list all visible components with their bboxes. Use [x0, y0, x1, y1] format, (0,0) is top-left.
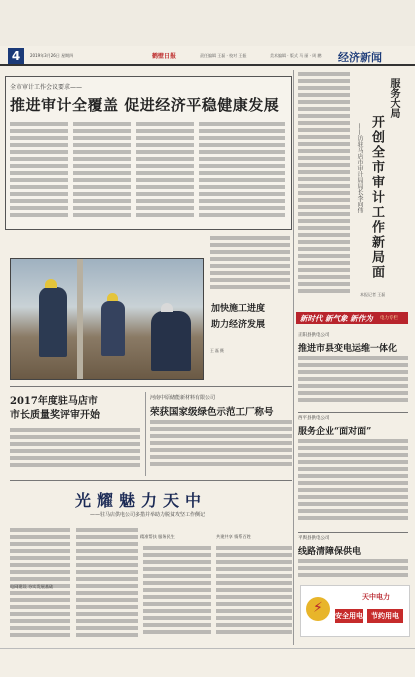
- right-story-3-headline: 线路清障保供电: [298, 547, 362, 557]
- lead-body-col-4: [199, 122, 285, 222]
- county-body: [10, 428, 140, 473]
- photo-credit: 王 磊 摄: [210, 348, 224, 353]
- feature-body-col-3: [143, 546, 211, 640]
- header-editors-2: 美术编辑 · 版式 马 丽 · 周 鹏: [270, 53, 322, 58]
- photo-caption-line-1: 加快施工进度: [211, 304, 266, 314]
- county-headline-line-1: 2017年度驻马店市: [10, 396, 98, 407]
- lead-headline: 推进审计全覆盖 促进经济平稳健康发展: [10, 96, 280, 114]
- divider: [298, 412, 408, 413]
- right-story-3-body: [298, 559, 408, 583]
- hardhat-shape: [161, 303, 173, 312]
- company-body: [150, 420, 292, 475]
- right-body-top: [298, 72, 350, 302]
- section-title: 经济新闻: [338, 51, 382, 64]
- county-headline-line-2: 市长质量奖评审开始: [10, 410, 100, 421]
- feature-subhead-3: 共建共享 情系百姓: [216, 534, 251, 539]
- right-column-divider: [293, 70, 294, 645]
- right-story-1-headline: 推进市县变电运维一体化: [298, 344, 398, 354]
- right-story-2-body: [298, 439, 408, 529]
- worker-figure: [101, 301, 125, 356]
- feature-subtitle: ——驻马店供电公司多措并举助力脱贫攻坚工作侧记: [90, 512, 206, 518]
- divider: [10, 386, 292, 387]
- body-text-block-a: [210, 236, 290, 296]
- header-date: 2019年3月26日 星期四: [30, 53, 74, 58]
- vertical-headline: 开创全市审计工作新局面: [369, 115, 384, 280]
- ad-slogan-save: 节约用电: [367, 609, 403, 623]
- page-top-margin: [0, 0, 415, 46]
- feature-body-col-2: [76, 528, 138, 640]
- page-number: 4: [8, 48, 24, 64]
- right-story-1-kicker: 正阳县供电公司: [298, 333, 330, 338]
- worker-figure: [151, 311, 191, 371]
- vertical-subhead: ——访驻马店市审计局局长李向伟: [356, 123, 363, 213]
- right-story-1-body: [298, 356, 408, 408]
- company-headline: 荣获国家级绿色示范工厂称号: [150, 407, 274, 418]
- photo-caption-title: [211, 301, 265, 333]
- lead-body-col-2: [73, 122, 131, 222]
- construction-photo: [10, 258, 204, 380]
- divider: [10, 480, 292, 481]
- slogan-tag: 电力专栏: [380, 316, 398, 321]
- feature-subhead-2: 精准帮扶 服务民生: [140, 534, 175, 539]
- right-story-3-kicker: 平舆县供电公司: [298, 536, 330, 541]
- ad-slogan-safe: 安全用电: [335, 609, 363, 623]
- company-kicker: 河南中原储能新材料有限公司: [150, 395, 216, 401]
- worker-figure: [39, 287, 67, 357]
- header-editors: 责任编辑 王磊 · 校对 王振: [200, 53, 247, 58]
- lead-kicker: 全市审计工作会议要求——: [10, 84, 83, 91]
- slogan-text: 新时代 新气象 新作为: [300, 314, 373, 323]
- right-story-2-kicker: 西平县供电公司: [298, 416, 330, 421]
- lead-body-col-1: [10, 122, 68, 222]
- lead-body-col-3: [136, 122, 194, 222]
- vertical-kicker: 服务大局: [388, 78, 399, 118]
- column-divider: [145, 392, 146, 476]
- paper-name: 鹤壁日报: [152, 53, 177, 60]
- photo-caption-line-2: 助力经济发展: [211, 320, 266, 330]
- feature-title: 光耀魅力天中: [75, 491, 208, 510]
- utility-pole-shape: [77, 259, 83, 379]
- ad-brand: 天中电力: [362, 593, 390, 601]
- county-headline: [10, 395, 100, 423]
- page-footer-rule: [0, 648, 415, 649]
- hardhat-shape: [45, 279, 57, 288]
- right-story-2-headline: 服务企业“面对面”: [298, 427, 372, 437]
- lightning-bolt-icon: ⚡: [313, 600, 323, 616]
- vertical-author: 本报记者 王磊: [360, 292, 386, 297]
- hardhat-shape: [107, 293, 118, 301]
- feature-body-col-4: [216, 546, 292, 640]
- divider: [298, 532, 408, 533]
- feature-subhead-1: 电网建设 夯实发展基础: [10, 584, 54, 589]
